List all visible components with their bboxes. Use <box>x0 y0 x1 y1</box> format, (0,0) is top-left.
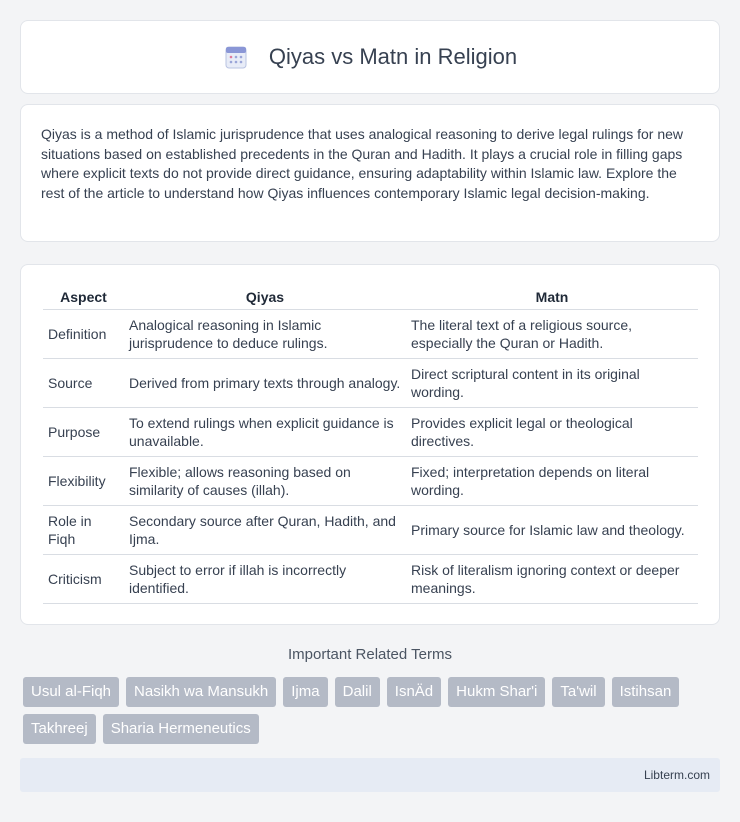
cell-matn: Primary source for Islamic law and theology. <box>406 505 698 554</box>
table-row <box>43 358 698 407</box>
related-term-tag[interactable]: Ta'wil <box>552 677 604 707</box>
intro-card <box>20 104 720 242</box>
cell-aspect: Purpose <box>43 407 124 456</box>
comparison-card <box>20 264 720 625</box>
cell-matn: Direct scriptural content in its original wording. <box>406 358 698 407</box>
page-title: Qiyas vs Matn in Religion <box>268 44 518 69</box>
footer <box>20 758 720 792</box>
related-terms-title: Important Related Terms <box>288 646 452 663</box>
related-term-tag[interactable]: Istihsan <box>612 677 680 707</box>
related-term-tag[interactable]: Takhreej <box>23 714 96 744</box>
related-term-tag[interactable]: Usul al-Fiqh <box>23 677 119 707</box>
table-row <box>43 456 698 505</box>
cell-qiyas: Subject to error if illah is incorrectly identified. <box>124 554 406 603</box>
cell-matn: Provides explicit legal or theological directives. <box>406 407 698 456</box>
cell-matn: Risk of literalism ignoring context or deeper meanings. <box>406 554 698 603</box>
cell-qiyas: Secondary source after Quran, Hadith, and Ijma. <box>124 505 406 554</box>
cell-qiyas: To extend rulings when explicit guidance is unavailable. <box>124 407 406 456</box>
header-qiyas: Qiyas <box>124 285 406 309</box>
cell-qiyas: Flexible; allows reasoning based on similarity of causes (illah). <box>124 456 406 505</box>
intro-text: Qiyas is a method of Islamic jurisprudence that uses analogical reasoning to derive legal rulings for new situations based on established precedents in the Quran and Hadith. It plays a crucial role in filling gaps where explicit texts do not provide direct guidance, ensuring adaptability within Islamic law. Explore the rest of the article to understand how Qiyas influences contemporary Islamic legal decision-making. <box>41 126 684 201</box>
related-term-tag[interactable]: Dalil <box>335 677 380 707</box>
cell-matn: Fixed; interpretation depends on literal wording. <box>406 456 698 505</box>
table-row <box>43 505 698 554</box>
related-term-tag[interactable]: Ijma <box>283 677 327 707</box>
header-card <box>20 20 720 94</box>
related-term-tag[interactable]: IsnÄd <box>387 677 441 707</box>
table-header-row <box>43 285 698 309</box>
related-term-tag[interactable]: Sharia Hermeneutics <box>103 714 259 744</box>
cell-matn: The literal text of a religious source, especially the Quran or Hadith. <box>406 309 698 358</box>
cell-aspect: Source <box>43 358 124 407</box>
related-term-tag[interactable]: Hukm Shar'i <box>448 677 545 707</box>
header-aspect: Aspect <box>43 285 124 309</box>
cell-aspect: Role in Fiqh <box>43 505 124 554</box>
table-row <box>43 554 698 603</box>
table-row <box>43 309 698 358</box>
cell-qiyas: Derived from primary texts through analogy. <box>124 358 406 407</box>
comparison-table <box>43 285 698 604</box>
table-row <box>43 407 698 456</box>
document-icon <box>223 44 249 70</box>
related-term-tag[interactable]: Nasikh wa Mansukh <box>126 677 276 707</box>
cell-aspect: Flexibility <box>43 456 124 505</box>
header-matn: Matn <box>406 285 698 309</box>
related-terms-list <box>23 677 723 751</box>
cell-qiyas: Analogical reasoning in Islamic jurisprudence to deduce rulings. <box>124 309 406 358</box>
cell-aspect: Definition <box>43 309 124 358</box>
cell-aspect: Criticism <box>43 554 124 603</box>
footer-site-link[interactable]: Libterm.com <box>643 768 710 782</box>
